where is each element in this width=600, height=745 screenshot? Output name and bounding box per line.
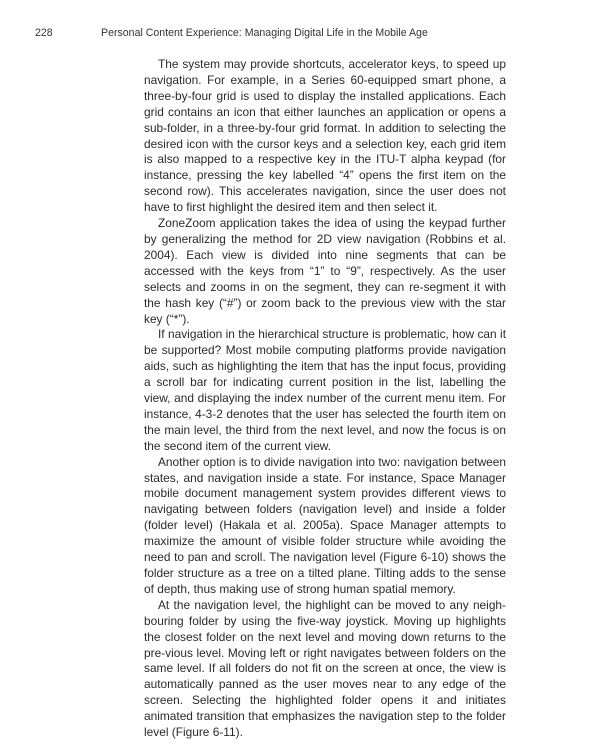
running-title: Personal Content Experience: Managing Digital Life in the Mobile Age [101,27,428,39]
paragraph-navigation-aids: If navigation in the hierarchical structure is problematic, how can it be supported? Most mobile computing platforms provide navigation aids, such as highlighting the item that has the input focus, providing a scroll bar for indicating current position in the list, labelling the view, and displaying the index number of the current menu item. For instance, 4-3-2 denotes that the user has selected the fourth item on the main level, the third from the next level, and now the focus is on the second item of the current view. [144,327,506,453]
paragraph-space-manager: Another option is to divide navigation into two: navigation between states, and navigation inside a state. For instance, Space Manager mobile document management system provides different views to navigating between folders (navigation level) and inside a folder (folder level) (Hakala et al. 2005a). Space Manager attempts to maximize the amount of visible folder structure while avoiding the need to pan and scroll. The navigation level (Figure 6-10) shows the folder structure as a tree on a tilted plane. Tilting adds to the sense of depth, thus making use of strong human spatial memory. [144,454,506,596]
running-header [35,27,565,39]
page-number: 228 [35,27,53,39]
body-text [144,57,506,741]
paragraph-shortcuts: The system may provide shortcuts, accelerator keys, to speed up navigation. For example, in a Series 60-equipped smart phone, a three-by-four grid is used to display the installed applications. Each grid contains an icon that either launches an application or opens a sub-folder, in a three-by-four grid format. In addition to selecting the desired icon with the cursor keys and a selection key, each grid item is also mapped to a respective key in the ITU-T alpha keypad (for instance, pressing the key labelled “4” opens the first item on the second row). This accelerates navigation, since the user does not have to first highlight the desired item and then select it. [144,57,506,215]
paragraph-zonezoom: ZoneZoom application takes the idea of using the keypad further by generalizing the method for 2D view navigation (Robbins et al. 2004). Each view is divided into nine segments that can be accessed with the keys from “1” to “9”, respectively. As the user selects and zooms in on the segment, they can re-segment it with the hash key (“#”) or zoom back to the previous view with the star key (“*”). [144,216,506,326]
paragraph-navigation-level: At the navigation level, the highlight can be moved to any neigh-bouring folder by using the five-way joystick. Moving up highlights the closest folder on the next level and moving down returns to the pre-vious level. Moving left or right navigates between folders on the same level. If all folders do not fit on the screen at once, the view is automatically panned as the user moves near to any edge of the screen. Selecting the highlighted folder opens it and initiates animated transition that emphasizes the navigation step to the folder level (Figure 6-11). [144,597,506,740]
